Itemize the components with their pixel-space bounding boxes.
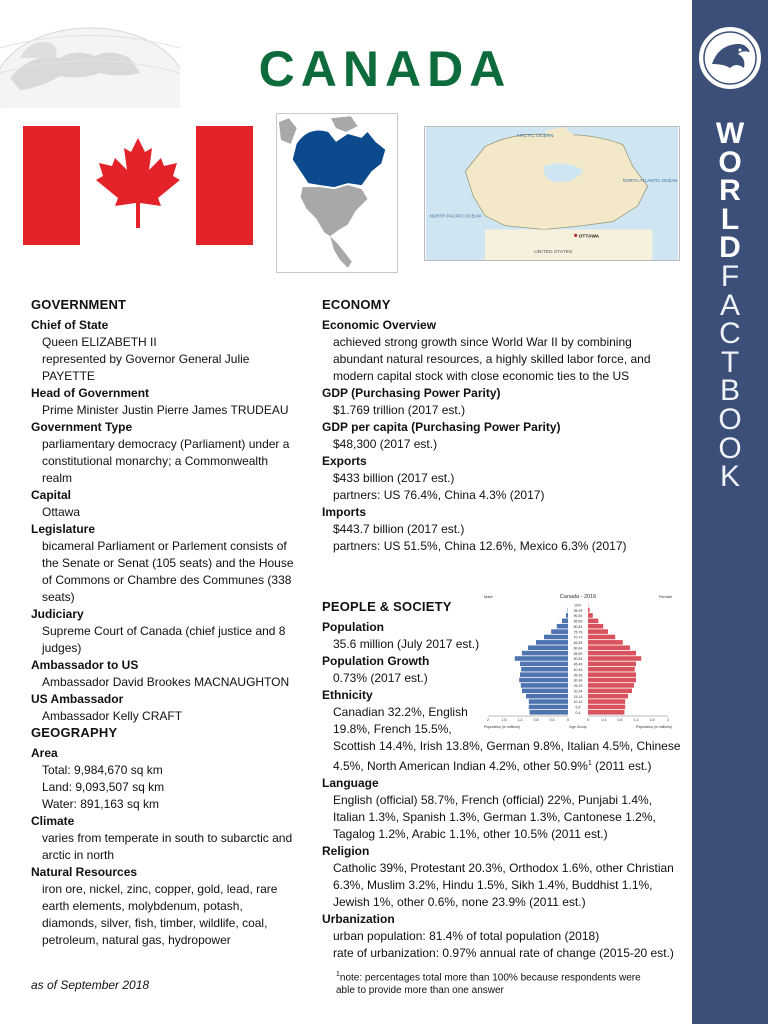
wordmark-letter: F [720,259,740,293]
pyramid-female-bar [588,613,593,618]
field-value: varies from temperate in south to subarctic and arctic in north [42,831,293,862]
canada-regional-map [424,126,680,261]
pyramid-age-label: 0-4 [575,711,581,715]
pyramid-age-label: 95-99 [573,608,583,613]
footnote [336,968,656,997]
section-heading: ECONOMY [322,297,391,312]
pyramid-tick-label: 0.4 [601,718,607,722]
pyramid-male-bar [521,667,568,672]
ethnicity-year: (2011 est.) [591,759,652,773]
pyramid-female-bar [588,683,634,688]
economy-section [322,296,682,555]
map-label-pacific: NORTH PACIFIC OCEAN [429,213,481,219]
wordmark-letter: K [719,460,740,494]
field-value: $433 billion (2017 est.) partners: US 76.4%, China 4.3% (2017) [333,471,545,502]
section-heading: PEOPLE & SOCIETY [322,599,452,614]
pyramid-female-bar [588,667,635,672]
field-label: Judiciary [31,607,84,621]
pyramid-male-bar [562,619,568,624]
field-value: 35.6 million (July 2017 est.) [333,637,480,651]
map-label-ottawa: OTTAWA [578,234,600,240]
pyramid-age-label: 80-84 [573,624,583,629]
field-label: Area [31,746,58,760]
pyramid-tick-label: 2 [487,718,489,722]
eagle-seal-icon [696,24,764,92]
pyramid-male-bar [544,635,568,640]
pyramid-female-bar [588,662,636,667]
field-value: Ambassador David Brookes MACNAUGHTON [42,675,290,689]
map-label-atlantic: NORTH ATLANTIC OCEAN [622,178,678,184]
pyramid-age-label: 100+ [574,603,582,608]
pyramid-male-bar [566,613,568,618]
field-value: parliamentary democracy (Parliament) under a constitutional monarchy; a Commonwealth realm [42,437,290,485]
field-value [322,738,682,775]
field-value: $443.7 billion (2017 est.) partners: US 51.5%, China 12.6%, Mexico 6.3% (2017) [333,522,627,553]
wordmark-letter: B [719,374,740,408]
pyramid-male-bar [526,694,568,699]
pyramid-age-label: 55-59 [573,651,583,656]
pyramid-tick-label: 0 [567,718,569,722]
pyramid-female-bar [588,608,590,613]
wordmark-letter: O [718,402,742,436]
field-value: English (official) 58.7%, French (official) 22%, Punjabi 1.4%, Italian 1.3%, Spanish 1.3%, German 1.3%, Cantonese 1.2%, Tagalog 1.2%, Arabic 1.1%, other 10.5% (2011 est.) [333,793,656,841]
pyramid-male-bar [522,651,568,656]
field-value: Queen ELIZABETH II represented by Governor General Julie PAYETTE [42,335,250,383]
pyramid-male-bar [515,656,568,661]
pyramid-age-label: 70-74 [573,635,583,640]
pyramid-age-label: 90-94 [573,614,583,619]
pyramid-male-bar [520,662,568,667]
pyramid-age-label: 5-9 [575,705,581,710]
pyramid-female-bar [588,624,603,629]
pyramid-male-bar [551,629,568,634]
pyramid-male-bar [530,710,568,715]
page-title: CANADA [258,41,512,97]
field-value: $1.769 trillion (2017 est.) [333,403,466,417]
pyramid-male-bar [521,683,568,688]
pyramid-x-right-label: Population (in millions) [635,725,672,729]
pyramid-male-bar [528,645,568,650]
ethnicity-text: Scottish 14.4%, Irish 13.8%, German 9.8%, Italian 4.5%, Chinese 4.5%, North American Indian 4.2%, other 50.9% [333,739,681,773]
field-label: GDP (Purchasing Power Parity) [322,386,501,400]
pyramid-female-bar [588,699,625,704]
field-value: achieved strong growth since World War II by combining abundant natural resources, a highly skilled labor force, and modern capital stock with close economic ties to the US [333,335,651,383]
pyramid-age-label: 85-89 [573,619,583,624]
pyramid-age-label: 15-19 [573,694,583,699]
government-section [31,296,301,725]
field-label: Climate [31,814,75,828]
wordmark-letter: A [719,288,740,322]
pyramid-x-mid-label: Age Group [569,725,587,729]
field-label: Language [322,776,379,790]
pyramid-female-bar [588,635,615,640]
field-value: Canadian 32.2%, English 19.8%, French 15.5%, [333,705,468,736]
pyramid-tick-label: 2 [667,718,669,722]
pyramid-tick-label: 1.6 [501,718,507,722]
sidebar-banner [692,0,768,1024]
pyramid-female-bar [588,640,623,645]
pyramid-age-label: 45-49 [573,662,583,667]
wordmark-letter: T [720,345,740,379]
field-value: Total: 9,984,670 sq km Land: 9,093,507 sq km Water: 891,163 sq km [42,763,165,811]
field-label: Economic Overview [322,318,437,332]
pyramid-tick-label: 1.2 [517,718,523,722]
field-value: Prime Minister Justin Pierre James TRUDEAU [42,403,289,417]
field-label: Imports [322,505,367,519]
locator-map [276,113,398,273]
wordmark-letter: R [719,174,741,208]
field-label: Capital [31,488,72,502]
wordmark-letter: D [719,231,741,265]
field-value: Ottawa [42,505,81,519]
canada-flag [23,126,253,245]
pyramid-male-bar [536,640,568,645]
field-value: bicameral Parliament or Parlement consists of the Senate or Senat (105 seats) and the House of Commons or Chambre des Communes (338 seats) [42,539,294,604]
pyramid-tick-label: 1.6 [649,718,655,722]
footnote-mark: 1 [336,971,340,978]
field-label: Population [322,620,384,634]
pyramid-female-header: Female [658,594,672,599]
field-label: Ambassador to US [31,658,139,672]
field-label: Government Type [31,420,133,434]
pyramid-tick-label: 0 [587,718,589,722]
pyramid-tick-label: 0.4 [549,718,555,722]
pyramid-female-bar [588,672,636,677]
world-factbook-wordmark [692,117,768,494]
pyramid-male-bar [529,699,568,704]
field-label: Chief of State [31,318,109,332]
field-label: Ethnicity [322,688,373,702]
pyramid-age-label: 75-79 [573,630,583,635]
pyramid-male-bar [529,705,568,710]
geography-section [31,724,301,949]
as-of-date: as of September 2018 [31,978,150,992]
pyramid-age-label: 50-54 [573,657,583,662]
field-label: Religion [322,844,370,858]
pyramid-age-label: 65-69 [573,641,583,646]
population-pyramid-chart [482,592,674,732]
wordmark-letter: O [718,431,742,465]
pyramid-age-label: 35-39 [573,673,583,678]
field-label: GDP per capita (Purchasing Power Parity) [322,420,561,434]
pyramid-title: Canada - 2016 [559,594,597,600]
field-value: Catholic 39%, Protestant 20.3%, Orthodox 1.6%, other Christian 6.3%, Muslim 3.2%, Hindu 1.5%, Sikh 1.4%, Buddhist 1.1%, Jewish 1%, other 0.6%, none 23.9% (2011 est.) [333,861,674,909]
pyramid-male-bar [519,678,568,683]
field-label: US Ambassador [31,692,124,706]
pyramid-age-label: 60-64 [573,646,583,651]
field-label: Urbanization [322,912,395,926]
pyramid-female-bar [588,694,628,699]
pyramid-male-bar [557,624,568,629]
field-value: iron ore, nickel, zinc, copper, gold, lead, rare earth elements, molybdenum, potash, diamonds, silver, fish, timber, wildlife, coal, petroleum, natural gas, hydropower [42,882,278,947]
pyramid-age-label: 10-14 [573,700,583,705]
pyramid-female-bar [588,651,636,656]
globe-watermark-icon [0,18,180,108]
pyramid-male-bar [522,688,568,693]
pyramid-female-bar [588,710,624,715]
pyramid-female-bar [588,678,636,683]
field-value: 0.73% (2017 est.) [333,671,428,685]
section-heading: GEOGRAPHY [31,725,118,740]
field-value: $48,300 (2017 est.) [333,437,438,451]
pyramid-age-label: 40-44 [573,667,583,672]
field-value: urban population: 81.4% of total population (2018) rate of urbanization: 0.97% annual rate of change (2015-20 est.) [333,929,674,960]
pyramid-tick-label: 1.2 [633,718,639,722]
map-label-arctic: ARCTIC OCEAN [516,133,554,139]
pyramid-x-left-label: Population (in millions) [484,725,521,729]
footnote-mark: 1 [587,760,592,767]
pyramid-female-bar [588,619,598,624]
pyramid-female-bar [588,705,625,710]
wordmark-letter: L [720,202,740,236]
field-label: Population Growth [322,654,430,668]
field-label: Natural Resources [31,865,138,879]
section-heading: GOVERNMENT [31,297,127,312]
pyramid-age-label: 25-29 [573,684,583,689]
footnote-text: note: percentages total more than 100% because respondents were able to provide more than one answer [336,972,641,997]
field-label: Exports [322,454,367,468]
field-label: Legislature [31,522,96,536]
pyramid-female-bar [588,645,630,650]
pyramid-female-bar [588,688,632,693]
map-label-us: UNITED STATES [534,250,573,256]
wordmark-letter: W [715,117,745,150]
field-value: Ambassador Kelly CRAFT [42,709,183,723]
wordmark-letter: O [718,145,742,179]
pyramid-male-bar [520,672,568,677]
pyramid-female-bar [588,656,641,661]
pyramid-male-header: Male [484,594,493,599]
pyramid-tick-label: 0.8 [533,718,539,722]
field-label: Head of Government [31,386,150,400]
field-value: Supreme Court of Canada (chief justice and 8 judges) [42,624,286,655]
pyramid-tick-label: 0.8 [617,718,623,722]
pyramid-female-bar [588,629,608,634]
pyramid-age-label: 20-24 [573,689,583,694]
pyramid-age-label: 30-34 [573,678,583,683]
wordmark-letter: C [719,317,741,351]
